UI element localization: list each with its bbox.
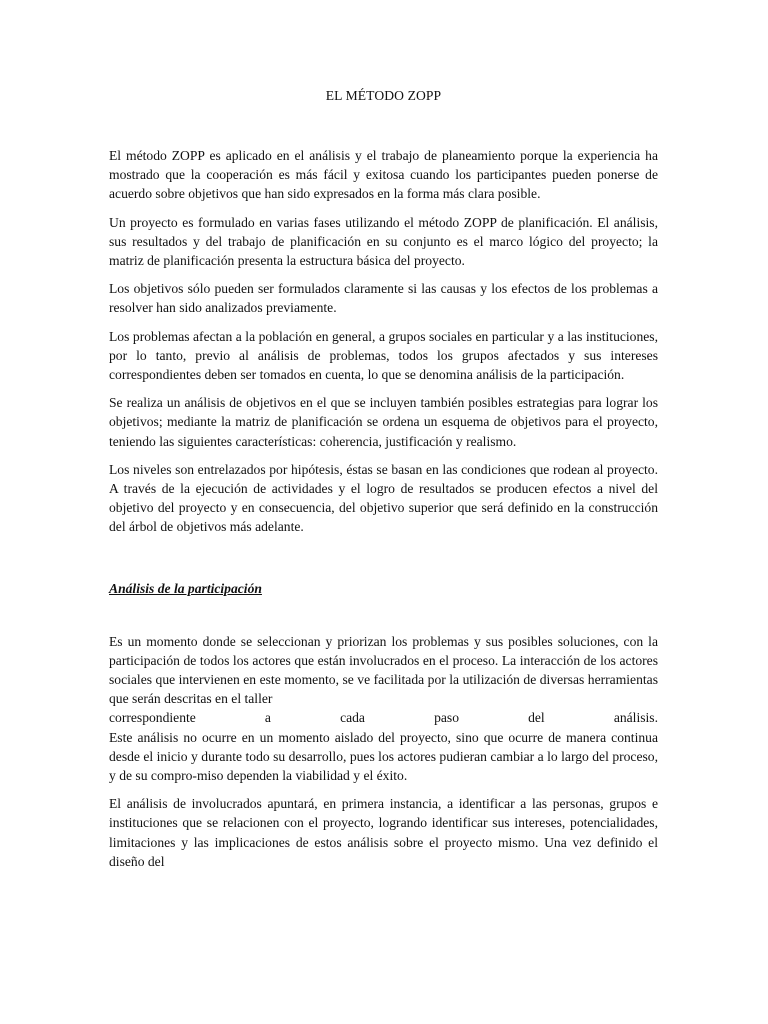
section-paragraph-1-last-line: correspondiente a cada paso del análisis.	[109, 710, 658, 726]
paragraph-phases: Un proyecto es formulado en varias fases utilizando el método ZOPP de planificación. El análisis, sus resultados y del trabajo de planificación en su conjunto es el marco lógico del proyecto; la matriz de planificación presenta la estructura básica del proyecto.	[109, 214, 658, 269]
document-body	[109, 86, 658, 880]
paragraph-intro: El método ZOPP es aplicado en el análisis y el trabajo de planeamiento porque la experiencia ha mostrado que la cooperación es más fácil y exitosa cuando los participantes pueden ponerse de acuerdo sobre objetivos que han sido expresados en la forma más clara posible.	[109, 148, 658, 202]
paragraph-problems: Los problemas afectan a la población en general, a grupos sociales en particular y a las instituciones, por lo tanto, previo al análisis de problemas, todos los grupos afectados y sus intereses correspondientes deben ser tomados en cuenta, lo que se denomina análisis de la participación.	[109, 328, 658, 383]
document-title: EL MÉTODO ZOPP	[325, 88, 442, 103]
section-heading: Análisis de la participación	[109, 580, 262, 596]
paragraph-levels: Los niveles son entrelazados por hipótesis, éstas se basan en las condiciones que rodean al proyecto. A través de la ejecución de actividades y el logro de resultados se producen efectos a nivel del objetivo del proyecto y en consecuencia, del objetivo superior que será definido en la construcción del árbol de objetivos más adelante.	[109, 461, 658, 535]
section-paragraph-3: El análisis de involucrados apuntará, en primera instancia, a identificar a las personas, grupos e instituciones que se relacionen con el proyecto, logrando identificar sus intereses, potencialidades, limitaciones y las implicaciones de estos análisis sobre el proyecto mismo. Una vez definido el diseño del	[109, 796, 658, 869]
paragraph-objectives: Los objetivos sólo pueden ser formulados claramente si las causas y los efectos de los problemas a resolver han sido analizados previamente.	[109, 281, 658, 316]
section-paragraph-2: Este análisis no ocurre en un momento aislado del proyecto, sino que ocurre de manera continua desde el inicio y durante todo su desarrollo, pues los actores pudieran cambiar a lo largo del proceso, y de su compro-miso dependen la viabilidad y el éxito.	[109, 729, 658, 784]
section-paragraph-1: Es un momento donde se seleccionan y priorizan los problemas y sus posibles soluciones, con la participación de todos los actores que están involucrados en el proceso. La interacción de los actores sociales que intervienen en este momento, se ve facilitada por la utilización de diversas herramientas que serán descritas en el taller	[109, 633, 658, 707]
paragraph-objective-analysis: Se realiza un análisis de objetivos en el que se incluyen también posibles estrategias para lograr los objetivos; mediante la matriz de planificación se ordena un esquema de objetivos para el proyecto, teniendo las siguientes características: coherencia, justificación y realismo.	[109, 395, 658, 449]
